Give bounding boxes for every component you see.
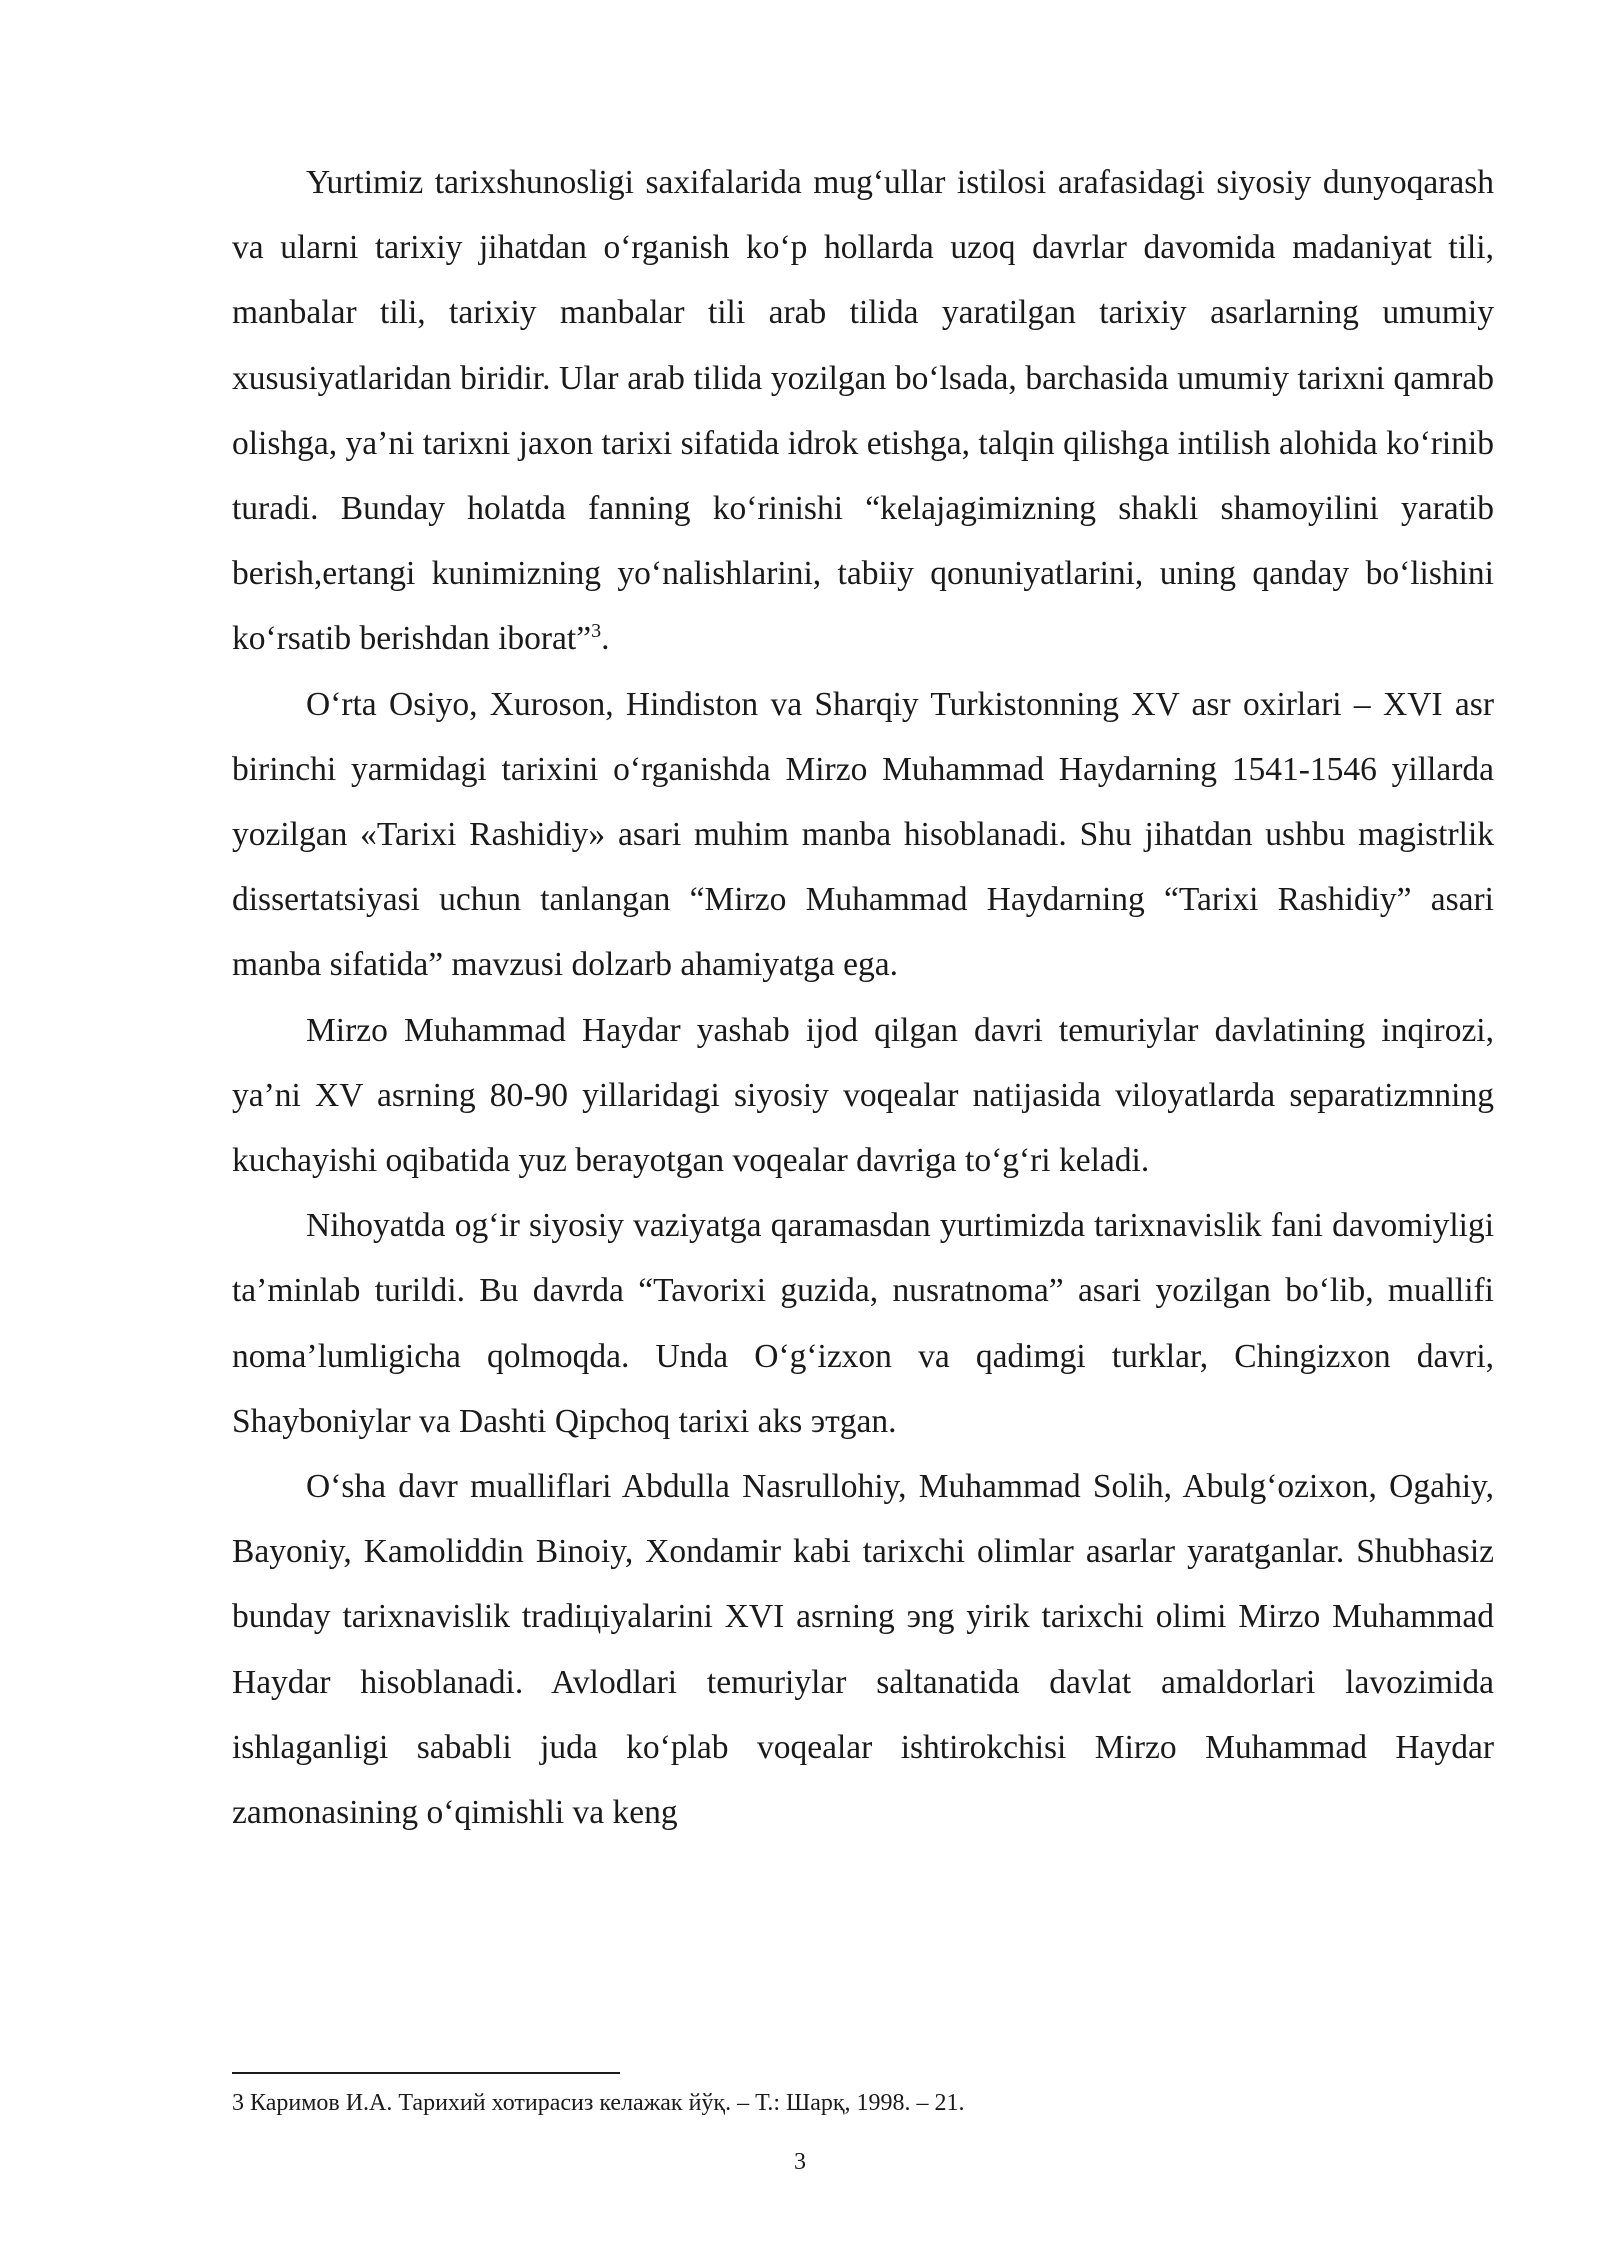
paragraph-2: O‘rta Osiyo, Xuroson, Hindiston va Sharqiy Turkistonning XV asr oxirlari – XVI asr birinchi yarmidagi tarixini o‘rganishda Mirzo Muhammad Haydarning 1541-1546 yillarda yozilgan «Tarixi Rashidiy» asari muhim manba hisoblanadi. Shu jihatdan ushbu magistrlik dissertatsiyasi uchun tanlangan “Mirzo Muhammad Haydarning “Tarixi Rashidiy” asari manba sifatida” mavzusi dolzarb ahamiyatga ega. [232,685,1494,984]
body-text [232,150,1494,1845]
paragraph-1 [232,150,1494,672]
paragraph-4: Nihoyatda og‘ir siyosiy vaziyatga qaramasdan yurtimizda tarixnavislik fani davomiyligi ta’minlab turildi. Bu davrda “Tavorixi guzida, nusratnoma” asari yozilgan bo‘lib, muallifi noma’lumligicha qolmoqda. Unda O‘g‘izxon va qadimgi turklar, Chingizxon davri, Shayboniylar va Dashti Qipchoq tarixi aks этgan. [232,1207,1494,1440]
paragraph-5: O‘sha davr mualliflari Abdulla Nasrullohiy, Muhammad Solih, Abulg‘ozixon, Ogahiy, Bayoniy, Kamoliddin Binoiy, Xondamir kabi tarixchi olimlar asarlar yaratganlar. Shubhasiz bunday tarixnavislik tradiцiyalarini XVI asrning эng yirik tarixchi olimi Mirzo Muhammad Haydar hisoblanadi. Avlodlari temuriylar saltanatida davlat amaldorlari lavozimida ishlaganligi sababli juda ko‘plab voqealar ishtirokchisi Mirzo Muhammad Haydar zamonasining o‘qimishli va keng [232,1468,1494,1832]
paragraph-1-tail: . [601,620,610,658]
paragraph-3: Mirzo Muhammad Haydar yashab ijod qilgan davri temuriylar davlatining inqirozi, ya’ni XV asrning 80-90 yillaridagi siyosiy voqealar natijasida viloyatlarda separatizmning kuchayishi oqibatida yuz berayotgan voqealar davriga to‘g‘ri keladi. [232,1011,1494,1180]
paragraph-1-text: Yurtimiz tarixshunosligi saxifalarida mug‘ullar istilosi arafasidagi siyosiy dunyoqarash va ularni tarixiy jihatdan o‘rganish ko‘p hollarda uzoq davrlar davomida madaniyat tili, manbalar tili, tarixiy manbalar tili arab tilida yaratilgan tarixiy asarlarning umumiy xususiyatlaridan biridir. Ular arab tilida yozilgan bo‘lsada, barchasida umumiy tarixni qamrab olishga, ya’ni tarixni jaxon tarixi sifatida idrok etishga, talqin qilishga intilish alohida ko‘rinib turadi. Bunday holatda fanning ko‘rinishi “kelajagimizning shakli shamoyilini yaratib berish,ertangi kunimizning yo‘nalishlarini, tabiiy qonuniyatlarini, uning qanday bo‘lishini ko‘rsatib berishdan iborat” [232,164,1494,658]
footnote-text: 3 Каримов И.А. Тарихий хотирасиз келажак йўқ. – Т.: Шарқ, 1998. – 21. [232,2090,965,2116]
footnote-divider [232,2072,620,2074]
footnote-reference[interactable]: 3 [591,620,602,643]
page-number: 3 [794,2149,806,2175]
